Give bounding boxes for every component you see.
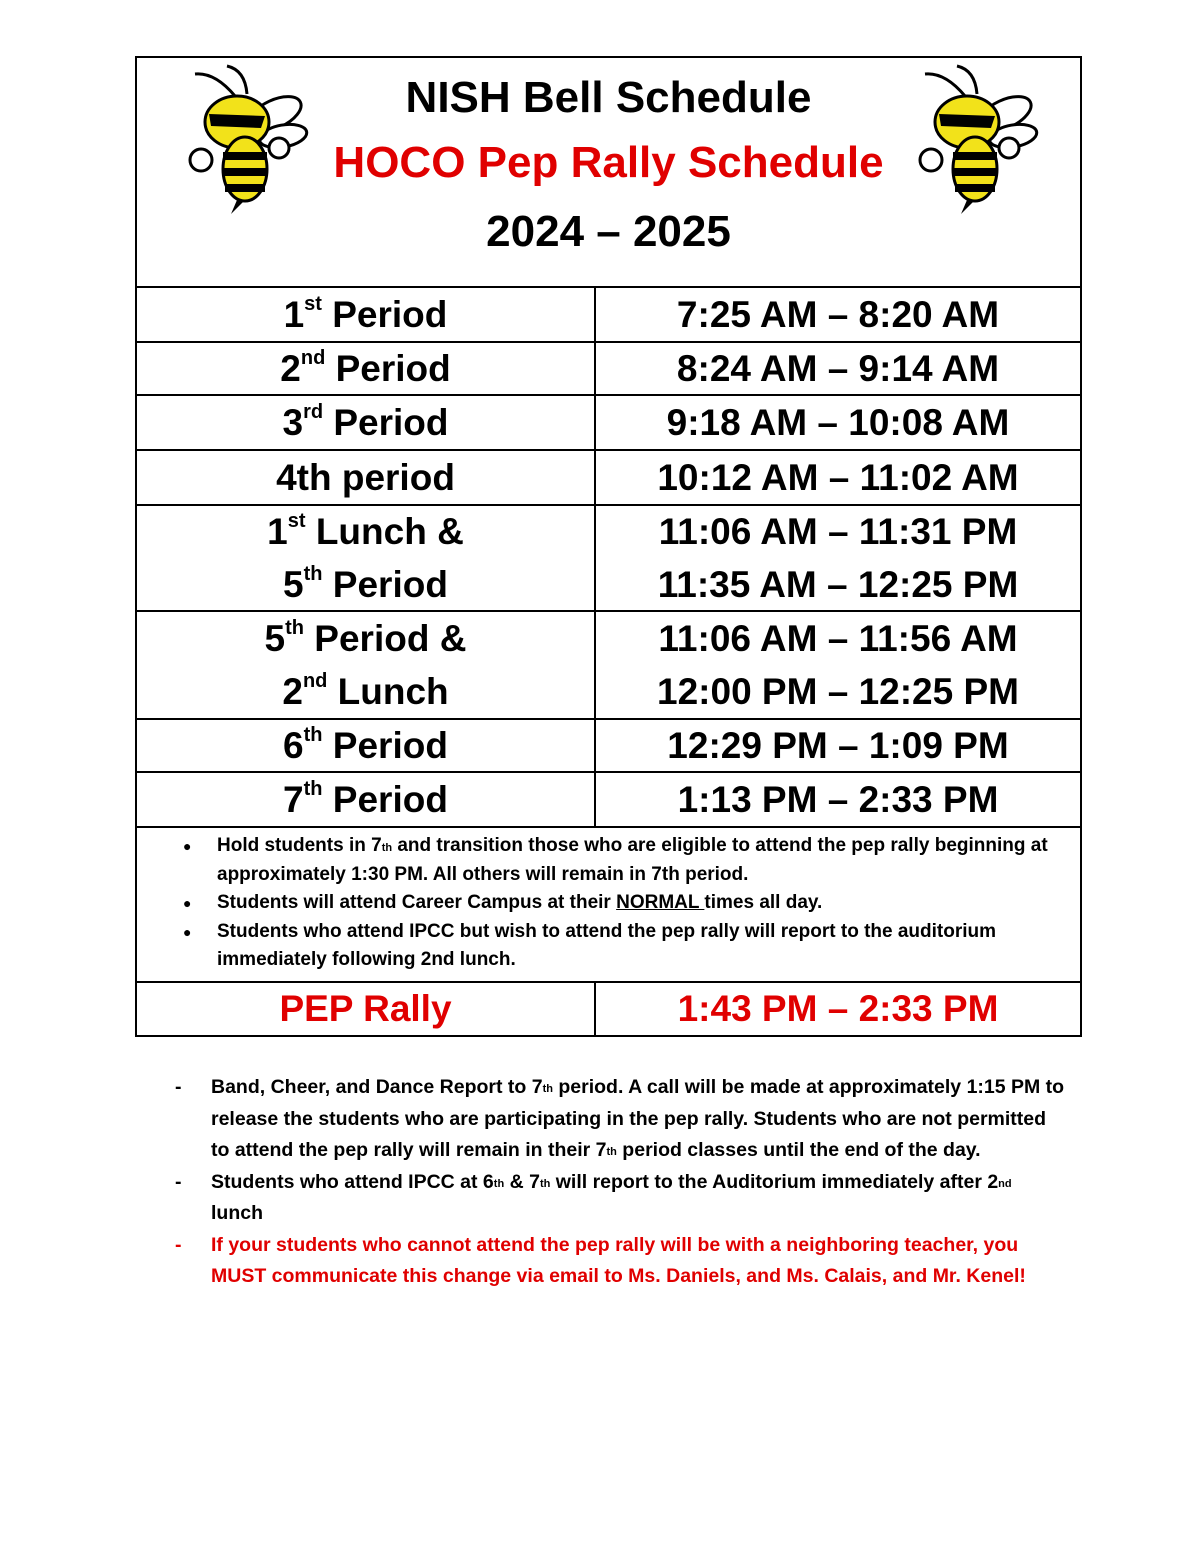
schedule-row xyxy=(137,773,1080,828)
pep-rally-row xyxy=(137,983,1080,1035)
pep-rally-time: 1:43 PM – 2:33 PM xyxy=(677,988,999,1029)
period-label: 7th Period xyxy=(137,773,596,826)
list-item: - Students who attend IPCC at 6th & 7th will report to the Auditorium immediately after 2nd lunch xyxy=(175,1170,1012,1224)
period-label: 5th Period & 2nd Lunch xyxy=(137,612,596,718)
schedule-row xyxy=(137,506,1080,612)
period-label: 2nd Period xyxy=(137,343,596,394)
schedule-row xyxy=(137,396,1080,451)
period-time: 1:13 PM – 2:33 PM xyxy=(677,779,999,820)
bell-schedule-table xyxy=(135,56,1082,1037)
list-item: ● Students who attend IPCC but wish to attend the pep rally will report to the auditorium immediately following 2nd lunch. xyxy=(217,918,1080,975)
period-label: 6th Period xyxy=(137,720,596,771)
period-time: 9:18 AM – 10:08 AM xyxy=(666,402,1010,443)
period-label: 1st Lunch & 5th Period xyxy=(137,506,596,610)
period-time: 11:06 AM – 11:31 PM 11:35 AM – 12:25 PM xyxy=(657,511,1019,605)
period-time: 12:29 PM – 1:09 PM xyxy=(667,725,1009,766)
additional-instructions xyxy=(175,1072,1065,1293)
period-label: 1st Period xyxy=(137,288,596,341)
page-title: NISH Bell Schedule xyxy=(405,73,812,122)
page-subtitle: HOCO Pep Rally Schedule xyxy=(333,138,884,187)
period-label: 3rd Period xyxy=(137,396,596,449)
period-time: 11:06 AM – 11:56 AM 12:00 PM – 12:25 PM xyxy=(657,618,1019,712)
schedule-row xyxy=(137,343,1080,396)
schedule-row xyxy=(137,612,1080,720)
list-item: - If your students who cannot attend the pep rally will be with a neighboring teacher, you MUST communicate this change via email to Ms. Daniels, and Ms. Calais, and Mr. Kenel! xyxy=(175,1233,1026,1287)
schedule-row xyxy=(137,288,1080,343)
schedule-notes xyxy=(137,828,1080,983)
schedule-row xyxy=(137,720,1080,773)
schedule-row xyxy=(137,451,1080,506)
list-item: ● Hold students in 7th and transition those who are eligible to attend the pep rally beginning at approximately 1:30 PM. All others will remain in 7th period. xyxy=(217,832,1080,889)
period-label: 4th period xyxy=(137,451,596,504)
period-time: 7:25 AM – 8:20 AM xyxy=(676,294,1000,335)
pep-rally-label: PEP Rally xyxy=(137,983,596,1035)
list-item: ● Students will attend Career Campus at their NORMAL times all day. xyxy=(217,889,1080,918)
period-time: 8:24 AM – 9:14 AM xyxy=(676,348,1000,389)
school-year: 2024 – 2025 xyxy=(486,207,731,256)
schedule-header xyxy=(137,58,1080,288)
list-item: - Band, Cheer, and Dance Report to 7th period. A call will be made at approximately 1:15 PM to release the students who are participating in the pep rally. Students who are not permitted to attend the pep rally will remain in their 7th period classes until the end of the day. xyxy=(175,1076,1065,1161)
period-time: 10:12 AM – 11:02 AM xyxy=(657,457,1019,498)
